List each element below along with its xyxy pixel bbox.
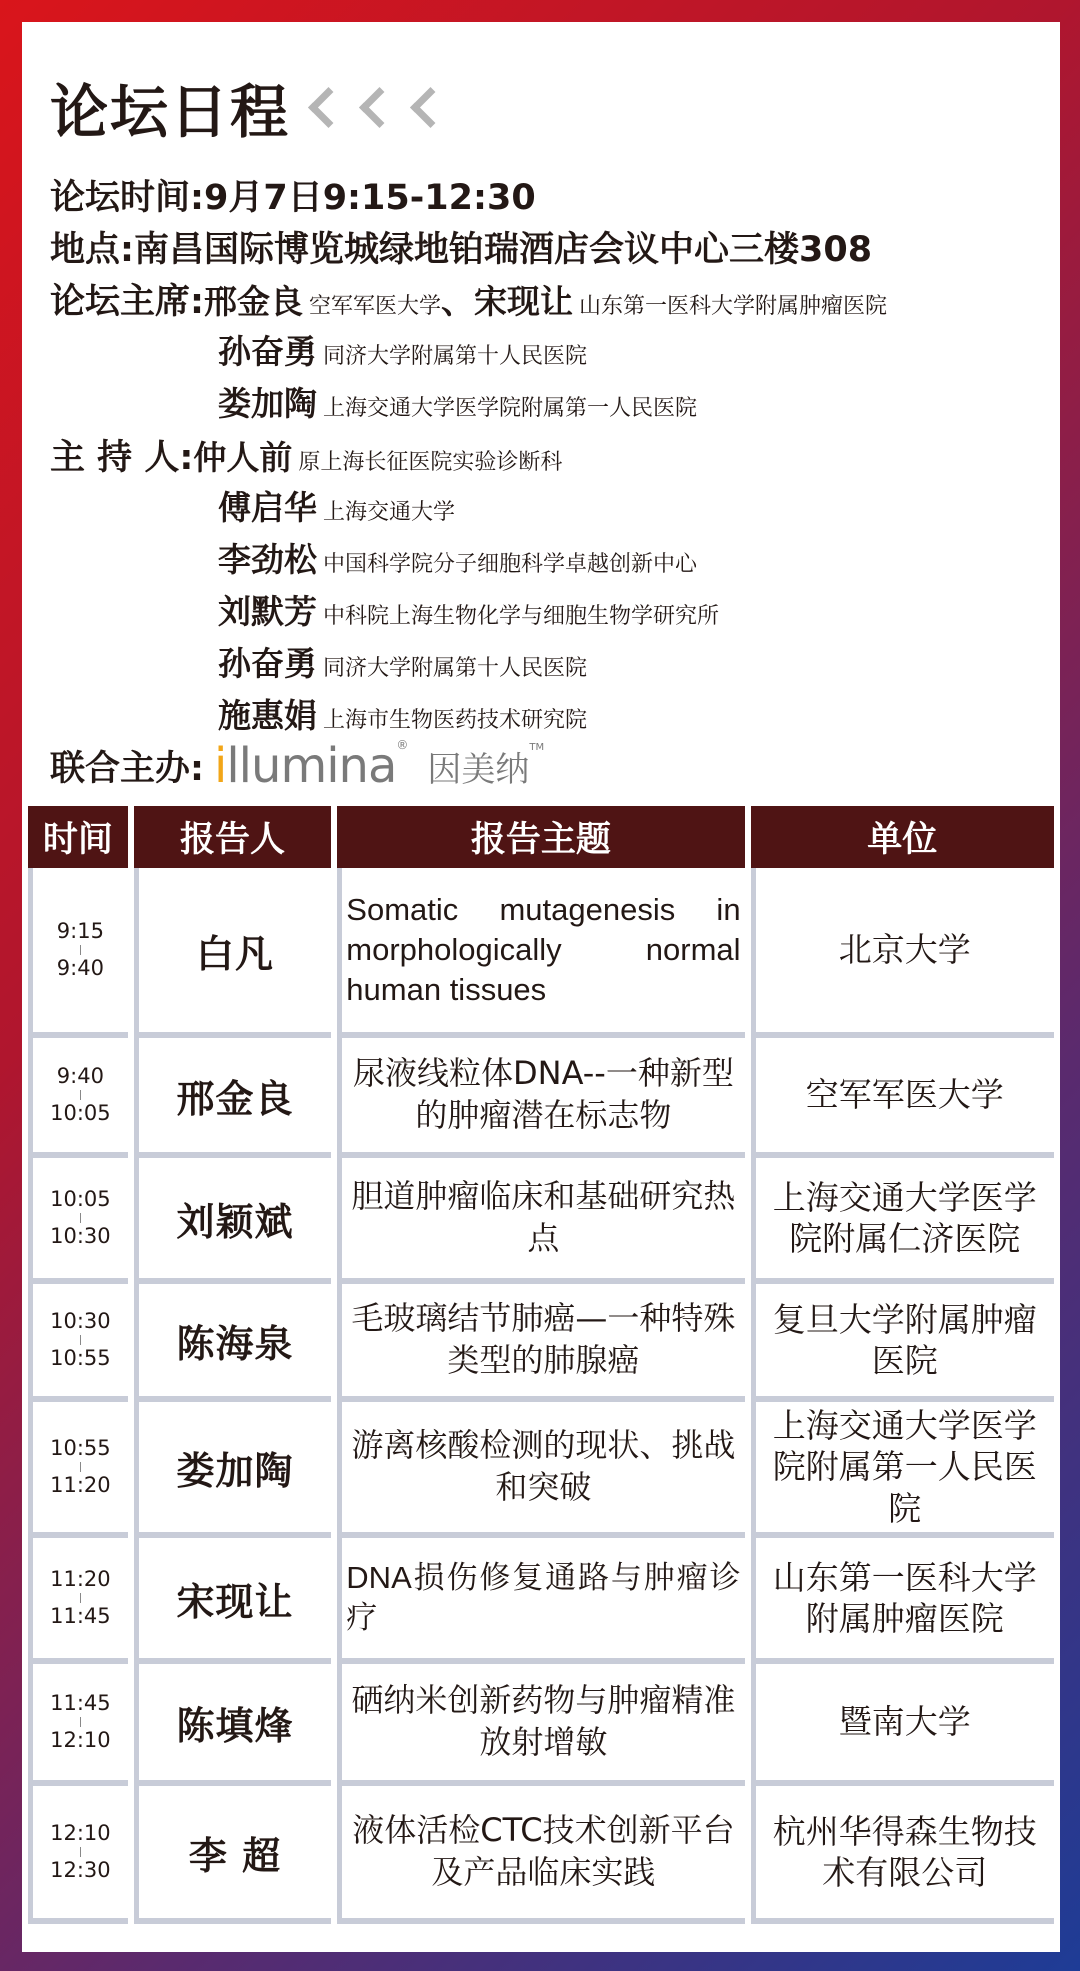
end-time: 11:20 [50,1473,111,1497]
start-time: 9:15 [56,918,104,943]
host-org: 原上海长征医院实验诊断科 [298,450,563,475]
start-time: 12:10 [50,1820,111,1845]
start-time: 10:30 [50,1308,111,1333]
time-separator [80,1090,81,1100]
topic-cell: 液体活检CTC技术创新平台及产品临床实践 [337,1786,744,1924]
table-row [28,1786,1054,1924]
table-row [28,1158,1054,1284]
start-time: 11:20 [50,1566,111,1591]
unit-cell: 山东第一医科大学附属肿瘤医院 [751,1538,1054,1664]
topic-cell: 尿液线粒体DNA--一种新型的肿瘤潜在标志物 [337,1038,744,1158]
unit-cell: 空军军医大学 [751,1038,1054,1158]
time-separator [80,1462,81,1472]
speaker-cell: 刘颖斌 [134,1158,332,1284]
time-separator [80,945,81,955]
start-time: 9:40 [56,1063,104,1088]
host-item: 施惠娟 上海市生物医药技术研究院 [218,696,588,735]
header-topic: 报告主题 [337,806,744,868]
table-header-row [28,806,1054,868]
time-cell [28,1158,128,1284]
end-time: 12:10 [50,1728,111,1752]
chevron-left-icon [308,86,349,127]
poster-frame [22,22,1060,1952]
chair-name: 邢金良 [204,282,303,321]
end-time: 11:45 [50,1604,111,1628]
header-speaker: 报告人 [134,806,332,868]
chevron-left-icon [359,86,400,127]
unit-cell: 杭州华得森生物技术有限公司 [751,1786,1054,1924]
unit-cell: 上海交通大学医学院附属仁济医院 [751,1158,1054,1284]
unit-cell: 复旦大学附属肿瘤医院 [751,1284,1054,1402]
table-row [28,1038,1054,1158]
speaker-cell: 娄加陶 [134,1402,332,1538]
end-time: 10:30 [50,1224,111,1248]
chair-org: 山东第一医科大学附属肿瘤医院 [579,294,888,319]
chevron-left-icon [410,86,451,127]
schedule-table [22,806,1060,1924]
start-time: 11:45 [50,1690,111,1715]
hosts-row: 主 持 人:仲人前 原上海长征医院实验诊断科 [50,438,563,478]
time-cell [28,1538,128,1664]
topic-cell: DNA损伤修复通路与肿瘤诊疗 [337,1538,744,1664]
end-time: 10:55 [50,1346,111,1370]
host-item: 孙奋勇 同济大学附属第十人民医院 [218,644,588,683]
topic-cell: 游离核酸检测的现状、挑战和突破 [337,1402,744,1538]
unit-cell: 北京大学 [751,868,1054,1038]
start-time: 10:55 [50,1435,111,1460]
host-item: 傅启华 上海交通大学 [218,488,456,527]
end-time: 9:40 [56,956,104,980]
host-item: 刘默芳 中科院上海生物化学与细胞生物学研究所 [218,592,720,631]
topic-cell: 毛玻璃结节肺癌—一种特殊类型的肺腺癌 [337,1284,744,1402]
time-cell [28,1038,128,1158]
time-cell [28,1284,128,1402]
topic-cell: 胆道肿瘤临床和基础研究热点 [337,1158,744,1284]
time-cell [28,1664,128,1786]
time-separator [80,1335,81,1345]
speaker-cell: 陈海泉 [134,1284,332,1402]
end-time: 12:30 [50,1858,111,1882]
host-item: 李劲松 中国科学院分子细胞科学卓越创新中心 [218,540,698,579]
end-time: 10:05 [50,1101,111,1125]
time-separator [80,1847,81,1857]
start-time: 10:05 [50,1186,111,1211]
title-row [50,62,445,152]
chair-item: 孙奋勇 同济大学附属第十人民医院 [218,332,588,371]
time-separator [80,1213,81,1223]
speaker-cell: 陈填烽 [134,1664,332,1786]
sponsor-row: 联合主办: illumina® 因美纳™ [50,738,545,794]
chevron-left-icons [306,93,445,122]
time-cell [28,1402,128,1538]
time-separator [80,1717,81,1727]
page-title: 论坛日程 [50,78,291,146]
time-cell [28,868,128,1038]
illumina-logo: illumina® [214,738,408,794]
topic-cell: 硒纳米创新药物与肿瘤精准放射增敏 [337,1664,744,1786]
table-row [28,1284,1054,1402]
venue: 地点:南昌国际博览城绿地铂瑞酒店会议中心三楼308 [50,230,873,270]
chairs-row: 论坛主席:邢金良 空军军医大学、宋现让 山东第一医科大学附属肿瘤医院 [50,282,888,322]
speaker-cell: 白凡 [134,868,332,1038]
header-unit: 单位 [751,806,1054,868]
header-time: 时间 [28,806,128,868]
forum-time: 论坛时间:9月7日9:15-12:30 [50,178,536,218]
unit-cell: 上海交通大学医学院附属第一人民医院 [751,1402,1054,1538]
topic-cell: Somatic mutagenesis in morphologically normal human tissues [337,868,744,1038]
speaker-cell: 李 超 [134,1786,332,1924]
time-separator [80,1593,81,1603]
chair-name: 宋现让 [474,282,574,321]
table-row [28,868,1054,1038]
speaker-cell: 宋现让 [134,1538,332,1664]
time-cell [28,1786,128,1924]
table-row [28,1538,1054,1664]
chair-org: 空军军医大学 [309,294,442,319]
speaker-cell: 邢金良 [134,1038,332,1158]
chair-item: 娄加陶 上海交通大学医学院附属第一人民医院 [218,384,698,423]
host-name: 仲人前 [193,438,293,477]
illumina-cn-logo: 因美纳™ [427,741,545,790]
table-row [28,1664,1054,1786]
table-row [28,1402,1054,1538]
unit-cell: 暨南大学 [751,1664,1054,1786]
